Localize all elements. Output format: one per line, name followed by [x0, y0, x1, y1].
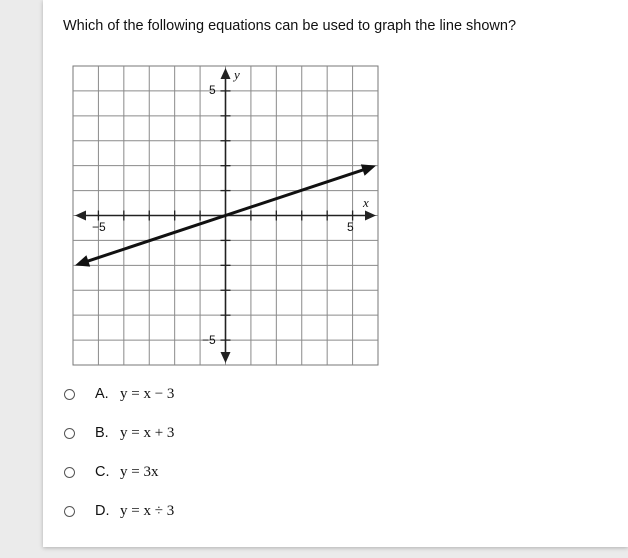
choice-d[interactable] [64, 501, 174, 521]
coordinate-graph [72, 64, 382, 367]
choice-a[interactable] [64, 384, 174, 404]
radio-c[interactable] [64, 467, 75, 478]
choice-b[interactable] [64, 423, 174, 443]
choice-d-equation: y = x ÷ 3 [120, 502, 175, 519]
question-text: Which of the following equations can be used to graph the line shown? [63, 18, 517, 34]
tick-label-y-pos5: 5 [209, 83, 216, 97]
x-axis-label: x [363, 195, 369, 210]
radio-b[interactable] [64, 428, 75, 439]
choice-d-letter: D. [95, 503, 110, 519]
y-axis-label: y [234, 67, 240, 82]
radio-a[interactable] [64, 389, 75, 400]
choice-c-equation: y = 3x [120, 463, 159, 480]
choice-a-equation: y = x − 3 [120, 385, 175, 402]
choice-a-letter: A. [95, 386, 109, 402]
radio-d[interactable] [64, 506, 75, 517]
question-card [43, 0, 628, 547]
tick-label-y-neg5: −5 [202, 333, 216, 347]
tick-label-x-pos5: 5 [347, 220, 354, 234]
choice-b-equation: y = x + 3 [120, 424, 175, 441]
tick-label-x-neg5: −5 [92, 220, 106, 234]
choice-b-letter: B. [95, 425, 109, 441]
choice-c[interactable] [64, 462, 158, 482]
choice-c-letter: C. [95, 464, 110, 480]
